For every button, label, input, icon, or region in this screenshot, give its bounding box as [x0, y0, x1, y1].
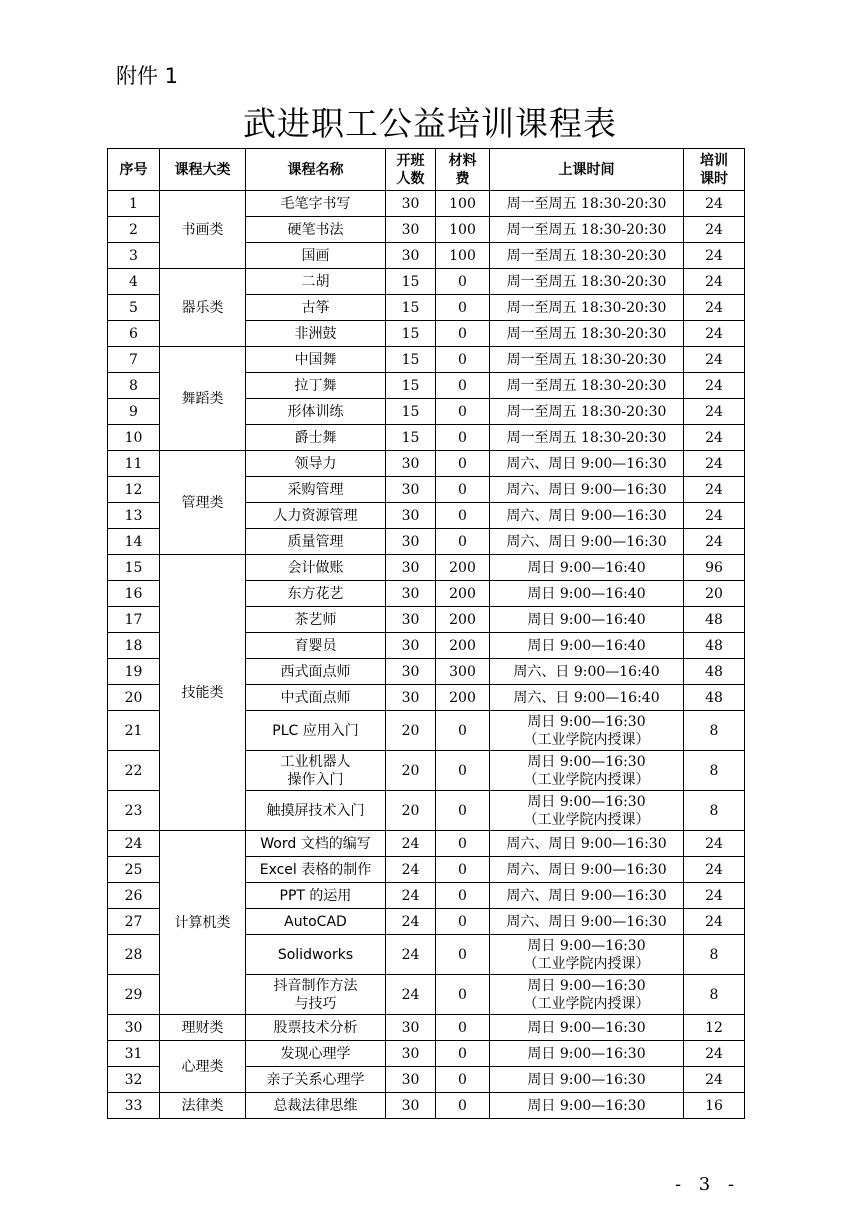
course-no: 7 [108, 347, 160, 373]
schedule: 周六、日 9:00—16:40 [490, 685, 684, 711]
training-hours: 8 [684, 711, 745, 751]
category-cell: 器乐类 [160, 269, 246, 347]
schedule: 周六、周日 9:00—16:30 [490, 857, 684, 883]
schedule: 周日 9:00—16:30 （工业学院内授课） [490, 975, 684, 1015]
material-fee: 0 [436, 503, 490, 529]
class-size: 30 [386, 503, 436, 529]
course-name: 育婴员 [246, 633, 386, 659]
course-no: 3 [108, 243, 160, 269]
course-name: 中国舞 [246, 347, 386, 373]
material-fee: 0 [436, 451, 490, 477]
course-name: 爵士舞 [246, 425, 386, 451]
schedule: 周一至周五 18:30-20:30 [490, 295, 684, 321]
course-name: 古筝 [246, 295, 386, 321]
class-size: 24 [386, 935, 436, 975]
course-no: 21 [108, 711, 160, 751]
class-size: 30 [386, 243, 436, 269]
material-fee: 0 [436, 1093, 490, 1119]
category-cell: 管理类 [160, 451, 246, 555]
category-cell: 舞蹈类 [160, 347, 246, 451]
material-fee: 0 [436, 347, 490, 373]
course-name: Word 文档的编写 [246, 831, 386, 857]
course-no: 5 [108, 295, 160, 321]
header-material-fee-text: 材料费 [448, 152, 477, 187]
class-size: 15 [386, 425, 436, 451]
material-fee: 100 [436, 191, 490, 217]
class-size: 30 [386, 685, 436, 711]
table-row [108, 1093, 745, 1119]
class-size: 24 [386, 857, 436, 883]
class-size: 15 [386, 321, 436, 347]
training-hours: 24 [684, 295, 745, 321]
class-size: 30 [386, 529, 436, 555]
class-size: 24 [386, 975, 436, 1015]
course-no: 26 [108, 883, 160, 909]
course-name: Excel 表格的制作 [246, 857, 386, 883]
course-no: 4 [108, 269, 160, 295]
material-fee: 0 [436, 883, 490, 909]
training-hours: 24 [684, 477, 745, 503]
course-no: 22 [108, 751, 160, 791]
schedule: 周日 9:00—16:30 （工业学院内授课） [490, 751, 684, 791]
course-no: 1 [108, 191, 160, 217]
class-size: 30 [386, 581, 436, 607]
schedule: 周六、周日 9:00—16:30 [490, 529, 684, 555]
table-row [108, 191, 745, 217]
course-name: 工业机器人 操作入门 [246, 751, 386, 791]
training-hours: 24 [684, 347, 745, 373]
schedule: 周一至周五 18:30-20:30 [490, 399, 684, 425]
schedule: 周一至周五 18:30-20:30 [490, 425, 684, 451]
table-row [108, 269, 745, 295]
material-fee: 0 [436, 935, 490, 975]
class-size: 30 [386, 1067, 436, 1093]
course-name: PPT 的运用 [246, 883, 386, 909]
course-no: 31 [108, 1041, 160, 1067]
schedule: 周六、日 9:00—16:40 [490, 659, 684, 685]
material-fee: 0 [436, 711, 490, 751]
category-cell: 计算机类 [160, 831, 246, 1015]
course-no: 28 [108, 935, 160, 975]
course-no: 9 [108, 399, 160, 425]
training-hours: 24 [684, 425, 745, 451]
course-name: 总裁法律思维 [246, 1093, 386, 1119]
schedule: 周日 9:00—16:40 [490, 633, 684, 659]
course-no: 13 [108, 503, 160, 529]
course-name: 毛笔字书写 [246, 191, 386, 217]
class-size: 15 [386, 347, 436, 373]
training-hours: 24 [684, 857, 745, 883]
material-fee: 0 [436, 269, 490, 295]
class-size: 30 [386, 191, 436, 217]
header-hours [684, 149, 745, 191]
training-hours: 8 [684, 975, 745, 1015]
class-size: 20 [386, 791, 436, 831]
training-hours: 24 [684, 909, 745, 935]
class-size: 24 [386, 883, 436, 909]
material-fee: 200 [436, 555, 490, 581]
header-course-name: 课程名称 [246, 149, 386, 191]
course-table [107, 148, 745, 1119]
training-hours: 24 [684, 831, 745, 857]
schedule: 周六、周日 9:00—16:30 [490, 477, 684, 503]
training-hours: 20 [684, 581, 745, 607]
course-no: 19 [108, 659, 160, 685]
category-cell: 心理类 [160, 1041, 246, 1093]
material-fee: 0 [436, 857, 490, 883]
training-hours: 24 [684, 191, 745, 217]
course-name: 触摸屏技术入门 [246, 791, 386, 831]
schedule: 周日 9:00—16:30 [490, 1041, 684, 1067]
schedule: 周一至周五 18:30-20:30 [490, 347, 684, 373]
training-hours: 8 [684, 791, 745, 831]
category-cell: 法律类 [160, 1093, 246, 1119]
course-no: 27 [108, 909, 160, 935]
course-no: 23 [108, 791, 160, 831]
course-name: 领导力 [246, 451, 386, 477]
class-size: 30 [386, 451, 436, 477]
class-size: 15 [386, 399, 436, 425]
schedule: 周六、周日 9:00—16:30 [490, 909, 684, 935]
class-size: 30 [386, 659, 436, 685]
material-fee: 0 [436, 529, 490, 555]
category-cell: 理财类 [160, 1015, 246, 1041]
course-name: 东方花艺 [246, 581, 386, 607]
training-hours: 48 [684, 685, 745, 711]
class-size: 30 [386, 1015, 436, 1041]
material-fee: 200 [436, 581, 490, 607]
course-name: 抖音制作方法 与技巧 [246, 975, 386, 1015]
schedule: 周日 9:00—16:30 （工业学院内授课） [490, 711, 684, 751]
course-name: 二胡 [246, 269, 386, 295]
training-hours: 48 [684, 607, 745, 633]
training-hours: 24 [684, 529, 745, 555]
training-hours: 48 [684, 633, 745, 659]
category-cell: 技能类 [160, 555, 246, 831]
material-fee: 0 [436, 477, 490, 503]
course-no: 16 [108, 581, 160, 607]
course-no: 11 [108, 451, 160, 477]
material-fee: 0 [436, 321, 490, 347]
schedule: 周日 9:00—16:30 （工业学院内授课） [490, 935, 684, 975]
schedule: 周一至周五 18:30-20:30 [490, 191, 684, 217]
table-row [108, 1015, 745, 1041]
course-name: 人力资源管理 [246, 503, 386, 529]
training-hours: 24 [684, 217, 745, 243]
course-name: 西式面点师 [246, 659, 386, 685]
material-fee: 100 [436, 243, 490, 269]
material-fee: 200 [436, 633, 490, 659]
class-size: 20 [386, 711, 436, 751]
training-hours: 96 [684, 555, 745, 581]
header-class-size [386, 149, 436, 191]
course-name: 茶艺师 [246, 607, 386, 633]
training-hours: 8 [684, 751, 745, 791]
material-fee: 200 [436, 685, 490, 711]
course-no: 8 [108, 373, 160, 399]
schedule: 周一至周五 18:30-20:30 [490, 321, 684, 347]
class-size: 20 [386, 751, 436, 791]
course-name: 硬笔书法 [246, 217, 386, 243]
schedule: 周六、周日 9:00—16:30 [490, 831, 684, 857]
class-size: 15 [386, 373, 436, 399]
course-no: 15 [108, 555, 160, 581]
course-no: 18 [108, 633, 160, 659]
material-fee: 0 [436, 1041, 490, 1067]
header-material-fee [436, 149, 490, 191]
schedule: 周日 9:00—16:30 [490, 1093, 684, 1119]
course-no: 12 [108, 477, 160, 503]
header-row [108, 149, 745, 191]
course-no: 10 [108, 425, 160, 451]
material-fee: 0 [436, 1015, 490, 1041]
material-fee: 300 [436, 659, 490, 685]
schedule: 周六、周日 9:00—16:30 [490, 883, 684, 909]
schedule: 周日 9:00—16:40 [490, 555, 684, 581]
schedule: 周日 9:00—16:40 [490, 607, 684, 633]
schedule: 周六、周日 9:00—16:30 [490, 451, 684, 477]
training-hours: 48 [684, 659, 745, 685]
course-name: 非洲鼓 [246, 321, 386, 347]
schedule: 周一至周五 18:30-20:30 [490, 269, 684, 295]
header-hours-text: 培训课时 [699, 152, 728, 187]
class-size: 30 [386, 217, 436, 243]
material-fee: 0 [436, 791, 490, 831]
course-name: 股票技术分析 [246, 1015, 386, 1041]
training-hours: 16 [684, 1093, 745, 1119]
course-no: 25 [108, 857, 160, 883]
training-hours: 24 [684, 1067, 745, 1093]
course-name: PLC 应用入门 [246, 711, 386, 751]
course-no: 24 [108, 831, 160, 857]
header-class-size-text: 开班人数 [396, 152, 425, 187]
class-size: 30 [386, 607, 436, 633]
course-name: 拉丁舞 [246, 373, 386, 399]
material-fee: 0 [436, 909, 490, 935]
class-size: 15 [386, 269, 436, 295]
training-hours: 12 [684, 1015, 745, 1041]
class-size: 24 [386, 909, 436, 935]
course-no: 2 [108, 217, 160, 243]
training-hours: 24 [684, 399, 745, 425]
material-fee: 0 [436, 751, 490, 791]
attachment-label: 附件 1 [116, 64, 179, 88]
course-no: 29 [108, 975, 160, 1015]
table-row [108, 555, 745, 581]
material-fee: 0 [436, 975, 490, 1015]
material-fee: 0 [436, 295, 490, 321]
course-name: 发现心理学 [246, 1041, 386, 1067]
course-no: 6 [108, 321, 160, 347]
schedule: 周六、周日 9:00—16:30 [490, 503, 684, 529]
schedule: 周日 9:00—16:30 （工业学院内授课） [490, 791, 684, 831]
table-row [108, 451, 745, 477]
course-name: AutoCAD [246, 909, 386, 935]
course-name: 亲子关系心理学 [246, 1067, 386, 1093]
class-size: 15 [386, 295, 436, 321]
course-name: 质量管理 [246, 529, 386, 555]
material-fee: 0 [436, 831, 490, 857]
schedule: 周日 9:00—16:30 [490, 1015, 684, 1041]
material-fee: 0 [436, 1067, 490, 1093]
table-row [108, 1041, 745, 1067]
class-size: 24 [386, 831, 436, 857]
material-fee: 0 [436, 425, 490, 451]
class-size: 30 [386, 477, 436, 503]
table-row [108, 831, 745, 857]
page-title: 武进职工公益培训课程表 [243, 104, 617, 143]
course-name: 国画 [246, 243, 386, 269]
page-number: - 3 - [675, 1174, 741, 1195]
training-hours: 24 [684, 373, 745, 399]
course-no: 32 [108, 1067, 160, 1093]
training-hours: 24 [684, 451, 745, 477]
category-cell: 书画类 [160, 191, 246, 269]
table-body [108, 191, 745, 1119]
course-no: 30 [108, 1015, 160, 1041]
material-fee: 200 [436, 607, 490, 633]
training-hours: 24 [684, 1041, 745, 1067]
class-size: 30 [386, 555, 436, 581]
course-no: 14 [108, 529, 160, 555]
material-fee: 0 [436, 399, 490, 425]
header-category: 课程大类 [160, 149, 246, 191]
table-row [108, 347, 745, 373]
schedule: 周一至周五 18:30-20:30 [490, 217, 684, 243]
class-size: 30 [386, 1041, 436, 1067]
course-name: 采购管理 [246, 477, 386, 503]
course-name: 形体训练 [246, 399, 386, 425]
material-fee: 100 [436, 217, 490, 243]
training-hours: 8 [684, 935, 745, 975]
training-hours: 24 [684, 243, 745, 269]
course-name: 会计做账 [246, 555, 386, 581]
schedule: 周日 9:00—16:40 [490, 581, 684, 607]
course-no: 17 [108, 607, 160, 633]
course-no: 20 [108, 685, 160, 711]
training-hours: 24 [684, 883, 745, 909]
training-hours: 24 [684, 321, 745, 347]
training-hours: 24 [684, 503, 745, 529]
training-hours: 24 [684, 269, 745, 295]
course-name: 中式面点师 [246, 685, 386, 711]
course-name: Solidworks [246, 935, 386, 975]
schedule: 周一至周五 18:30-20:30 [490, 243, 684, 269]
class-size: 30 [386, 1093, 436, 1119]
material-fee: 0 [436, 373, 490, 399]
header-schedule: 上课时间 [490, 149, 684, 191]
class-size: 30 [386, 633, 436, 659]
header-no: 序号 [108, 149, 160, 191]
schedule: 周一至周五 18:30-20:30 [490, 373, 684, 399]
schedule: 周日 9:00—16:30 [490, 1067, 684, 1093]
course-no: 33 [108, 1093, 160, 1119]
